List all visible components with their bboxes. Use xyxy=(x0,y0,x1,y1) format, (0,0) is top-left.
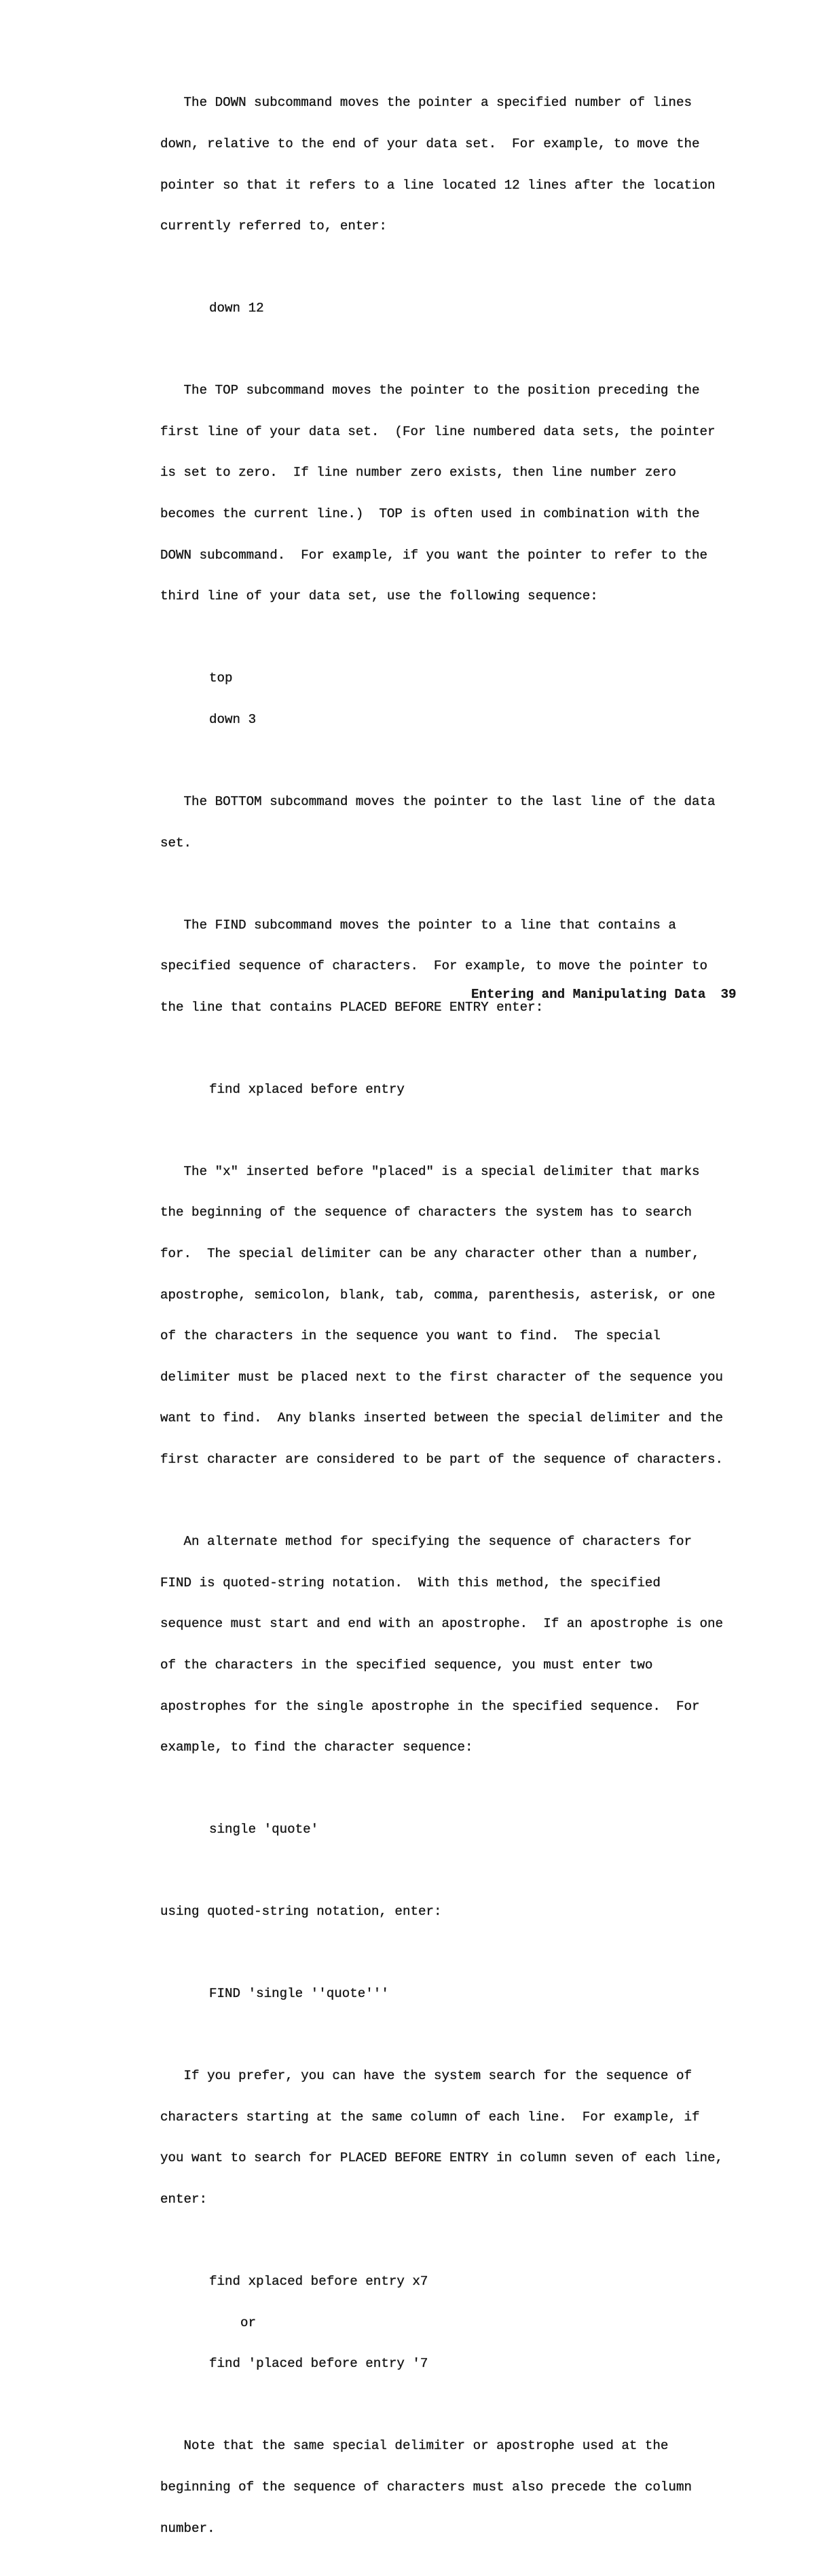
text-line: The DOWN subcommand moves the pointer a specified number of lines xyxy=(160,95,692,111)
text-line: If you prefer, you can have the system search for the sequence of xyxy=(160,2068,692,2084)
text-line: sequence must start and end with an apostrophe. If an apostrophe is one xyxy=(160,1616,724,1632)
text-line: specified sequence of characters. For example, to move the pointer to xyxy=(160,958,708,974)
paragraph-top-subcommand xyxy=(160,356,758,631)
paragraph-bottom-subcommand xyxy=(160,768,758,878)
text-line: currently referred to, enter: xyxy=(160,219,387,234)
text-line: of the characters in the sequence you want to find. The special xyxy=(160,1328,661,1344)
text-line: The BOTTOM subcommand moves the pointer to the last line of the data xyxy=(160,794,716,809)
text-line: An alternate method for specifying the sequence of characters for xyxy=(160,1534,692,1550)
code-example-single-quote xyxy=(209,1795,758,1864)
text-line: number. xyxy=(160,2520,215,2536)
text-line: the line that contains PLACED BEFORE ENTRY enter: xyxy=(160,999,544,1015)
paragraph-down-subcommand xyxy=(160,69,758,261)
code-line: or xyxy=(209,2315,257,2330)
text-line: apostrophes for the single apostrophe in the specified sequence. For xyxy=(160,1698,700,1714)
text-line: first character are considered to be part of the sequence of characters. xyxy=(160,1452,724,1468)
text-line: third line of your data set, use the following sequence: xyxy=(160,589,598,604)
code-example-find-quoted xyxy=(209,1960,758,2028)
page-number: 39 xyxy=(720,987,737,1002)
text-line: set. xyxy=(160,835,192,851)
text-line: The FIND subcommand moves the pointer to a line that contains a xyxy=(160,917,676,933)
text-line: characters starting at the same column of each line. For example, if xyxy=(160,2109,700,2125)
code-line: down 3 xyxy=(209,711,257,727)
code-line: single 'quote' xyxy=(209,1822,319,1837)
code-example-top-down xyxy=(209,644,758,754)
code-example-find xyxy=(209,1055,758,1123)
text-line: Note that the same special delimiter or apostrophe used at the xyxy=(160,2438,669,2454)
footer-title: Entering and Manipulating Data xyxy=(471,987,706,1002)
text-line: down, relative to the end of your data set. For example, to move the xyxy=(160,136,700,152)
text-line: beginning of the sequence of characters must also precede the column xyxy=(160,2479,692,2495)
text-line: of the characters in the specified sequence, you must enter two xyxy=(160,1657,653,1673)
text-line: is set to zero. If line number zero exists, then line number zero xyxy=(160,465,676,481)
text-line: the beginning of the sequence of characters the system has to search xyxy=(160,1205,692,1220)
code-line: down 12 xyxy=(209,301,264,316)
text-line: example, to find the character sequence: xyxy=(160,1740,473,1755)
code-line: top xyxy=(209,671,233,686)
text-line: apostrophe, semicolon, blank, tab, comma, parenthesis, asterisk, or one xyxy=(160,1287,716,1303)
text-line: enter: xyxy=(160,2192,208,2207)
text-line: pointer so that it refers to a line located 12 lines after the location xyxy=(160,177,716,193)
text-line: FIND is quoted-string notation. With this method, the specified xyxy=(160,1575,661,1590)
code-line: find xplaced before entry x7 xyxy=(209,2274,428,2290)
text-line: delimiter must be placed next to the first character of the sequence you xyxy=(160,1369,724,1385)
paragraph-find-subcommand xyxy=(160,891,758,1041)
text-line: The "x" inserted before "placed" is a special delimiter that marks xyxy=(160,1163,700,1179)
code-example-find-column xyxy=(209,2247,758,2398)
code-line: find 'placed before entry '7 xyxy=(209,2356,428,2372)
text-line: you want to search for PLACED BEFORE ENTRY in column seven of each line, xyxy=(160,2150,724,2166)
text-line: first line of your data set. (For line numbered data sets, the pointer xyxy=(160,424,716,439)
text-line: The TOP subcommand moves the pointer to the position preceding the xyxy=(160,383,700,398)
text-line: for. The special delimiter can be any character other than a number, xyxy=(160,1246,700,1262)
code-line: find xplaced before entry xyxy=(209,1081,405,1097)
paragraph-note xyxy=(160,2412,758,2562)
text-line: becomes the current line.) TOP is often used in combination with the xyxy=(160,506,700,522)
paragraph-column-search xyxy=(160,2042,758,2234)
code-example-down xyxy=(209,274,758,343)
document-body xyxy=(160,69,758,2576)
paragraph-special-delimiter xyxy=(160,1137,758,1493)
text-line: DOWN subcommand. For example, if you want the pointer to refer to the xyxy=(160,547,708,563)
page-footer xyxy=(471,987,736,1002)
paragraph-quoted-string xyxy=(160,1508,758,1782)
paragraph-using-notation xyxy=(160,1878,758,1946)
code-line: FIND 'single ''quote''' xyxy=(209,1986,389,2002)
text-line: want to find. Any blanks inserted between the special delimiter and the xyxy=(160,1411,724,1426)
text-line: using quoted-string notation, enter: xyxy=(160,1904,442,1920)
